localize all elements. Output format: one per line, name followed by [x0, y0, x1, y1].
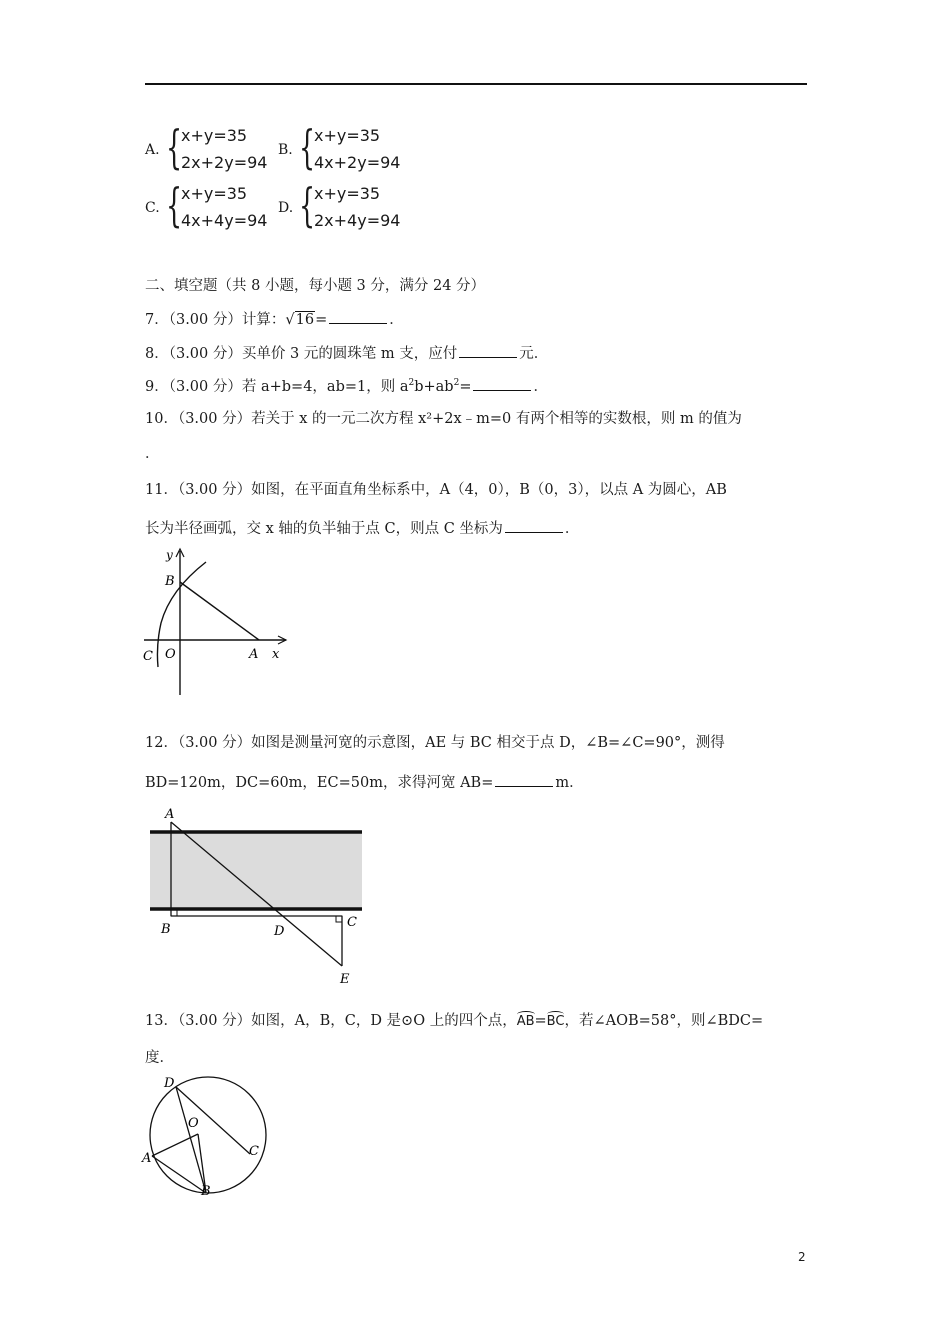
option-a-eq1: x+y=35 — [181, 126, 248, 145]
question-10-line1: 10．（3.00 分）若关于 x 的一元二次方程 x²+2x﹣m=0 有两个相等的实数根，则 m 的值为 — [145, 411, 742, 427]
q9-mid: b+ab — [414, 379, 454, 395]
q11-end: ． — [564, 521, 580, 537]
right-angle-b — [171, 910, 177, 916]
q13-suffix: ，若∠AOB=58°，则∠BDC= — [564, 1013, 764, 1029]
label-a: A — [165, 807, 175, 822]
label-d: D — [164, 1076, 175, 1091]
q8-answer-blank[interactable] — [459, 345, 517, 358]
option-d-eq2: 2x+4y=94 — [314, 211, 401, 230]
header-rule — [145, 83, 807, 85]
question-13-line1 — [145, 1014, 763, 1029]
sqrt-sign: √ — [285, 312, 295, 328]
q9-end: ． — [533, 379, 548, 395]
label-c: C — [249, 1144, 259, 1159]
q13-figure — [140, 1072, 275, 1202]
q7-answer-blank[interactable] — [329, 311, 387, 324]
circle-o — [150, 1077, 266, 1193]
option-d-letter: D. — [278, 200, 294, 216]
question-8 — [145, 345, 548, 362]
segment-ab-chord — [152, 1156, 206, 1193]
option-c-eq1: x+y=35 — [181, 184, 248, 203]
page-number: 2 — [798, 1250, 806, 1264]
option-a-letter: A. — [145, 142, 160, 158]
question-13-line2: 度． — [145, 1050, 174, 1066]
arc-ab-notation: AB — [516, 1014, 535, 1029]
question-11-line2 — [145, 520, 579, 537]
q11-answer-blank[interactable] — [505, 520, 563, 533]
q11-line2-text: 长为半径画弧，交 x 轴的负半轴于点 C，则点 C 坐标为 — [145, 521, 503, 537]
label-e: E — [340, 972, 350, 987]
q7-end: ． — [389, 312, 404, 328]
option-a-eq2: 2x+2y=94 — [181, 153, 268, 172]
question-10-line2: ． — [145, 446, 160, 462]
option-b-brace: { — [299, 120, 316, 174]
option-c-letter: C. — [145, 200, 160, 216]
q8-suffix: 元． — [519, 346, 549, 362]
q9-sup-2: 2 — [453, 378, 460, 389]
arc-bc-notation: BC — [546, 1014, 565, 1029]
question-11-line1: 11．（3.00 分）如图，在平面直角坐标系中，A（4，0），B（0，3），以点 A 为圆心，AB — [145, 482, 727, 498]
river — [150, 832, 362, 909]
q13-prefix: 13．（3.00 分）如图，A，B，C，D 是⊙O 上的四个点， — [145, 1013, 517, 1029]
label-b: B — [161, 922, 171, 937]
label-a: A — [249, 647, 259, 662]
q12-figure — [140, 800, 370, 990]
q9-prefix: 9．（3.00 分）若 a+b=4，ab=1，则 a — [145, 379, 409, 395]
label-o: O — [188, 1116, 199, 1131]
option-d-eq1: x+y=35 — [314, 184, 381, 203]
q7-radicand: 16 — [295, 312, 315, 328]
q12-answer-blank[interactable] — [495, 774, 553, 787]
label-y: y — [166, 548, 173, 562]
q12-end: m． — [555, 775, 584, 791]
segment-ab — [180, 582, 259, 640]
option-a-brace: { — [166, 120, 183, 174]
question-12-line1: 12．（3.00 分）如图是测量河宽的示意图，AE 与 BC 相交于点 D，∠B=∠C=90°，测得 — [145, 735, 725, 751]
option-b-eq1: x+y=35 — [314, 126, 381, 145]
label-a: A — [142, 1151, 152, 1166]
label-c: C — [143, 649, 153, 664]
label-d: D — [274, 924, 285, 939]
q13-arc-equals: = — [534, 1013, 547, 1029]
q9-sup-1: 2 — [408, 378, 415, 389]
q11-figure — [140, 545, 290, 700]
label-x: x — [272, 647, 280, 662]
option-c-eq2: 4x+4y=94 — [181, 211, 268, 230]
q7-equals: = — [315, 312, 328, 328]
segment-db — [176, 1087, 206, 1193]
q9-answer-blank[interactable] — [473, 378, 531, 391]
question-7 — [145, 311, 404, 328]
option-b-letter: B. — [278, 142, 293, 158]
option-c-brace: { — [166, 178, 183, 232]
label-b: B — [165, 574, 175, 589]
q7-prefix: 7．（3.00 分）计算： — [145, 312, 286, 328]
option-d-brace: { — [299, 178, 316, 232]
q8-prefix: 8．（3.00 分）买单价 3 元的圆珠笔 m 支，应付 — [145, 346, 458, 362]
label-o: O — [165, 647, 176, 662]
question-9 — [145, 378, 548, 395]
label-c: C — [347, 915, 357, 930]
option-b-eq2: 4x+2y=94 — [314, 153, 401, 172]
question-12-line2 — [145, 774, 584, 791]
section-heading: 二、填空题（共 8 小题，每小题 3 分，满分 24 分） — [145, 278, 486, 294]
q9-equals: = — [459, 379, 472, 395]
right-angle-c — [336, 916, 342, 922]
label-b: B — [201, 1184, 211, 1199]
q12-line2-text: BD=120m，DC=60m，EC=50m，求得河宽 AB= — [145, 775, 494, 791]
